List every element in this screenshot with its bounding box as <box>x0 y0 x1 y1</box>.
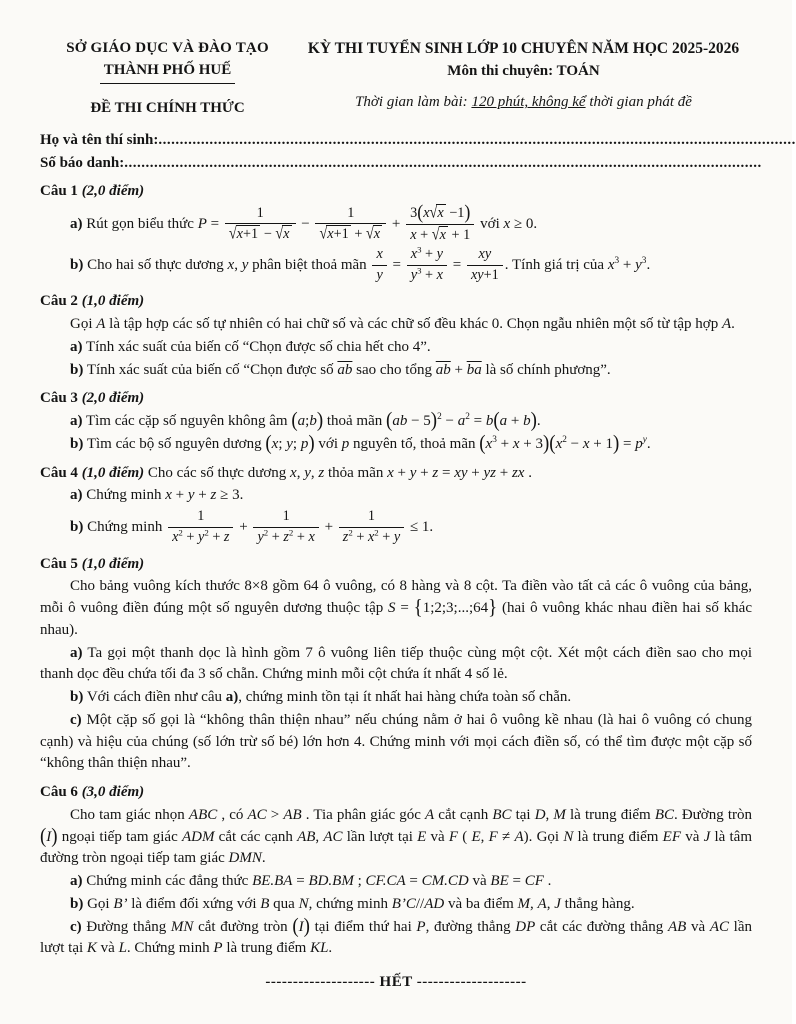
question-line: b) Gọi B’ là điểm đối xứng với B qua N, chứng minh B’C//AD và ba điểm M, A, J thẳng hàng. <box>70 895 635 912</box>
math-var: x <box>172 528 179 545</box>
math-var: x <box>165 487 172 504</box>
bold-text: a) <box>70 215 83 232</box>
overline-expr <box>337 362 352 378</box>
bold-text: a) <box>225 689 239 706</box>
bold-text: b) <box>70 256 84 273</box>
math-var: y <box>241 256 249 273</box>
math-var: KL <box>310 940 329 957</box>
math-var: CF <box>524 873 544 890</box>
big-delimiter: ) <box>464 200 471 223</box>
math-var: ABC <box>188 806 218 823</box>
bold-italic-text: (3,0 điểm) <box>81 784 145 801</box>
big-delimiter: ( <box>417 200 424 223</box>
big-delimiter: ) <box>316 408 324 433</box>
bold-italic-text: (2,0 điểm) <box>81 183 145 200</box>
question-line: a) Tính xác suất của biến cố “Chọn được số chia hết cho 4”. <box>70 338 431 355</box>
question-line <box>40 291 752 313</box>
exam-type-label: ĐỀ THI CHÍNH THỨC <box>90 99 245 116</box>
math-var: y <box>410 266 418 283</box>
math-var: A <box>722 316 732 333</box>
radical-sign-icon: √ <box>319 224 328 244</box>
big-delimiter: ) <box>303 914 310 938</box>
fraction <box>225 205 296 245</box>
denominator <box>372 266 386 285</box>
bold-text: Câu 4 <box>40 464 82 481</box>
superscript: 2 <box>178 527 183 538</box>
math-var: x <box>503 215 511 232</box>
math-var: y <box>635 256 642 273</box>
header-right <box>295 38 752 114</box>
radicand <box>439 226 448 245</box>
big-delimiter: ( <box>479 431 486 455</box>
math-var: x <box>308 528 315 545</box>
math-var: B <box>260 895 270 912</box>
math-var: x <box>436 266 443 283</box>
bold-text: a) <box>70 338 83 355</box>
numerator: 1 <box>315 205 386 225</box>
question-line <box>40 388 752 410</box>
document-body <box>40 181 752 960</box>
math-var: P <box>213 940 223 957</box>
math-var: z <box>318 464 325 481</box>
math-var: F <box>488 828 498 845</box>
math-var: E <box>471 828 481 845</box>
overline-expr <box>467 362 482 378</box>
bold-text: a) <box>70 413 83 430</box>
math-var: b <box>523 413 531 430</box>
sqrt-radical <box>229 225 260 244</box>
question-line: c) Đường thẳng MN cắt đường tròn (I) tại điểm thứ hai P, đường thẳng DP cắt các đường thẳng AB và AC lần lượt tại K và L. Chứng minh P là trung điểm KL. <box>40 914 753 957</box>
math-var: x <box>512 435 520 452</box>
question-line: b) Tính xác suất của biến cố “Chọn được số $\overline{ab}$ sao cho tổng $\overline{ab} + \overline{ba}$ là số chính phương”. <box>70 361 611 378</box>
bold-text: Câu 5 <box>40 555 82 572</box>
bold-text: Câu 3 <box>40 390 82 407</box>
question-cau-3 <box>40 388 752 455</box>
denominator: √x+1 − √x <box>225 224 296 244</box>
math-var: BC <box>492 806 512 823</box>
math-var: P <box>197 215 207 232</box>
math-var: x <box>410 226 417 243</box>
bold-text: Câu 1 <box>40 183 82 200</box>
radical-sign-icon: √ <box>275 224 284 244</box>
math-var: zx <box>511 464 525 481</box>
math-var: A <box>514 828 524 845</box>
math-var: DP <box>515 918 536 935</box>
question-cau-6 <box>40 782 752 960</box>
numerator: $x^3 + y$ <box>407 246 447 266</box>
math-var: P <box>416 918 426 935</box>
bold-text: b) <box>70 518 84 535</box>
question-line: a) Chứng minh x + y + z ≥ 3. <box>70 487 244 504</box>
superscript: 3 <box>492 434 497 445</box>
math-var: EF <box>662 828 681 845</box>
radicand <box>436 204 445 223</box>
big-delimiter: ( <box>549 431 556 455</box>
question-line <box>40 782 752 804</box>
bold-text: b) <box>70 361 84 378</box>
exam-title: KỲ THI TUYỂN SINH LỚP 10 CHUYÊN NĂM HỌC 2025-2026 <box>307 40 740 57</box>
math-var: x <box>437 205 444 222</box>
math-var: B’C <box>391 895 416 912</box>
denominator: x + √x + 1 <box>406 225 474 245</box>
math-var: y <box>257 528 264 545</box>
superscript: 3 <box>417 264 422 275</box>
math-var: x <box>439 226 446 243</box>
superscript <box>643 435 647 445</box>
math-var: z <box>283 528 289 545</box>
question-line: Cho tam giác nhọn ABC , có AC > AB . Tia phân giác góc A cắt cạnh BC tại D, M là trung điểm BC. Đường tròn (I) ngoại tiếp tam giác ADM cắt các cạnh AB, AC lần lượt tại E và F ( E, F ≠ A). Gọi N là trung điểm EF và J là tâm đường tròn ngoại tiếp tam giác DMN. <box>40 806 753 867</box>
bold-text: a) <box>70 873 83 890</box>
bold-text: Câu 6 <box>40 784 82 801</box>
math-var: x <box>485 435 493 452</box>
radicand <box>282 225 291 244</box>
fraction <box>339 508 404 547</box>
candidate-name-row <box>40 129 796 152</box>
big-delimiter: ) <box>530 408 537 433</box>
bold-text: b) <box>70 895 84 912</box>
math-var: I <box>298 918 304 935</box>
superscript: 3 <box>417 243 422 254</box>
overline-expr <box>436 362 451 378</box>
duration-suffix: thời gian phát đề <box>585 94 692 111</box>
math-var: y <box>376 266 383 283</box>
numerator: 1 <box>339 508 404 528</box>
math-var: p <box>635 435 643 452</box>
radical-sign-icon: √ <box>431 225 440 245</box>
math-var: p <box>300 435 309 452</box>
superscript: 2 <box>465 412 470 423</box>
duration-prefix: Thời gian làm bài: <box>355 94 472 111</box>
math-var: L <box>118 940 127 957</box>
sqrt-radical <box>430 204 446 223</box>
math-var: AC <box>247 806 267 823</box>
math-var: DMN <box>228 850 262 867</box>
math-var: AC <box>323 828 343 845</box>
numerator <box>372 246 386 266</box>
question-line: b) Cho hai số thực dương x, y phân biệt thoả mãn $\frac{x}{y}$ = $\frac{x^3 + y}{y^3 + x}$ = $\frac{xy}{xy+1}$ . Tính giá trị của $x^3 + y^3$. <box>70 243 651 283</box>
math-var: y <box>436 245 443 262</box>
math-var: E <box>417 828 427 845</box>
bold-italic-text: (1,0 điểm) <box>81 555 145 572</box>
superscript: 2 <box>437 412 442 423</box>
big-delimiter: ( <box>386 408 393 433</box>
math-var: z <box>210 487 217 504</box>
bold-italic-text: (2,0 điểm) <box>81 390 145 407</box>
denominator: $x^2 + y^2 + z$ <box>172 527 230 545</box>
superscript: 3 <box>614 255 620 266</box>
superscript: 2 <box>204 527 209 538</box>
math-var: x <box>555 435 563 452</box>
question-line: b) Tìm các bộ số nguyên dương (x; y; p) với p nguyên tố, thoả mãn $(x^3 + x + 3)(x^2 - x + 1) = p^y$. <box>70 431 651 455</box>
math-var: y <box>187 487 195 504</box>
big-delimiter: ( <box>292 914 299 938</box>
question-line: c) Một cặp số gọi là “không thân thiện nhau” nếu chúng nằm ở hai ô vuông kề nhau (là hai ô vuông có chung cạnh) và hiệu của chúng (số lớn trừ số bé) lớn hơn 4. Chứng minh với mọi cách điền số, có thể tìm được một cặp số “không thân thiện nhau”. <box>40 711 752 772</box>
bold-text: a) <box>70 644 83 661</box>
math-var: A <box>425 806 435 823</box>
end-of-exam-marker: -------------------- HẾT -------------------- <box>265 974 527 991</box>
math-var: x <box>373 226 381 243</box>
math-var: BE <box>490 873 509 890</box>
fraction <box>467 246 503 285</box>
math-var: y <box>393 528 401 545</box>
math-var: a <box>499 413 508 430</box>
fraction <box>315 205 386 245</box>
math-var: xy <box>478 245 492 262</box>
math-var: BD.BM <box>308 873 354 890</box>
fraction <box>168 508 233 547</box>
math-var: b <box>485 413 494 430</box>
radical-sign-icon: √ <box>429 203 438 223</box>
math-var: A <box>96 316 106 333</box>
math-var: AC <box>709 918 729 935</box>
math-var: $\overline{ba}$ <box>466 361 482 378</box>
superscript: 2 <box>562 434 567 445</box>
fraction <box>407 243 447 285</box>
page-header <box>40 38 752 119</box>
sqrt-radical <box>432 226 448 245</box>
math-var: y <box>304 464 311 481</box>
math-var: x <box>423 205 430 222</box>
math-var: y <box>286 435 293 452</box>
denominator: √x+1 + √x <box>315 224 386 244</box>
math-var: a <box>457 413 466 430</box>
big-delimiter: ( <box>291 408 298 433</box>
question-line: a) Rút gọn biểu thức P = $\frac{1}{√x+1 - √x}$ − $\frac{1}{√x+1 + √x}$ + $\frac{3(x√x -1)}{x + √x + 1}$ với x ≥ 0. <box>40 204 752 245</box>
math-var: BC <box>654 806 674 823</box>
sqrt-radical <box>275 225 291 244</box>
exam-subject: Môn thi chuyên: TOÁN <box>447 63 600 80</box>
math-var: AD <box>424 895 445 912</box>
math-var: x <box>376 245 383 262</box>
math-var: AB <box>667 918 687 935</box>
math-var: D <box>534 806 546 823</box>
math-var: CF.CA <box>365 873 406 890</box>
math-var: x <box>387 464 394 481</box>
candidate-number-label: Số báo danh: <box>40 154 125 171</box>
fraction <box>253 508 318 547</box>
denominator: $y^3 + x$ <box>410 264 443 283</box>
big-delimiter: ) <box>542 431 550 455</box>
candidate-name-label: Họ và tên thí sinh: <box>40 132 159 149</box>
math-var: x <box>410 245 418 262</box>
big-delimiter: { <box>413 596 423 620</box>
radicand: x+1 <box>236 226 259 243</box>
question-line: Gọi A là tập hợp các số tự nhiên có hai chữ số và các chữ số đều khác 0. Chọn ngẫu nhiên một số từ tập hợp A. <box>70 316 735 333</box>
math-var: MN <box>170 918 194 935</box>
math-var: a <box>297 413 306 430</box>
big-delimiter: ) <box>308 431 315 455</box>
org-name-line1: SỞ GIÁO DỤC VÀ ĐÀO TẠO <box>66 40 269 56</box>
math-var: x <box>367 528 375 545</box>
math-var: A <box>537 895 547 912</box>
superscript: 3 <box>641 255 647 266</box>
math-var: J <box>703 828 711 845</box>
candidate-number-row <box>40 152 762 175</box>
math-var: I <box>46 828 52 845</box>
big-delimiter: ) <box>430 408 438 433</box>
math-var: x <box>290 464 297 481</box>
question-line <box>40 554 752 576</box>
big-delimiter: } <box>488 596 498 620</box>
math-var: S <box>388 600 396 617</box>
bold-text: b) <box>70 435 84 452</box>
bold-italic-text: (1,0 điểm) <box>81 293 145 310</box>
fraction <box>406 200 474 245</box>
math-var: x <box>227 256 235 273</box>
question-line: a) Chứng minh các đẳng thức BE.BA = BD.BM ; CF.CA = CM.CD và BE = CF . <box>70 873 552 890</box>
candidate-name-dotted-line: ...................................................................................................................................................... <box>158 132 796 149</box>
header-left <box>40 38 295 119</box>
question-line: b) Chứng minh $\frac{1}{x^2 + y^2 + z}$ + $\frac{1}{y^2 + z^2 + x}$ + $\frac{1}{z^2 + x^2 + y}$ ≤ 1. <box>70 508 434 545</box>
radicand <box>373 225 382 244</box>
math-var: x <box>327 226 334 243</box>
math-var: y <box>409 464 417 481</box>
numerator: 1 <box>225 205 296 225</box>
superscript: 2 <box>348 527 353 538</box>
math-var: xy <box>454 464 468 481</box>
math-var: z <box>432 464 439 481</box>
math-var: p <box>341 435 350 452</box>
big-delimiter: ) <box>613 431 620 455</box>
math-var: F <box>448 828 459 845</box>
superscript: 2 <box>374 527 379 538</box>
question-line: Cho bảng vuông kích thước 8×8 gồm 64 ô vuông, có 8 hàng và 8 cột. Ta điền vào tất cả các ô vuông của bảng, mỗi ô vuông điền đúng một số nguyên dương thuộc tập S = {1;2;3;...;64} (hai ô vuông khác nhau điền hai số khác nhau). <box>40 578 753 638</box>
math-var: b <box>309 413 317 430</box>
radical-sign-icon: √ <box>228 224 237 244</box>
math-var: z <box>342 528 349 545</box>
bold-text: Câu 2 <box>40 293 82 310</box>
superscript: 2 <box>263 527 269 538</box>
big-delimiter: ( <box>40 824 47 848</box>
math-var: B’ <box>113 895 128 912</box>
question-line: a) Ta gọi một thanh dọc là hình gồm 7 ô vuông liên tiếp thuộc cùng một cột. Xét một cách điền sao cho mọi thanh dọc đều chứa tối đa 3 số chẵn. Chứng minh mỗi cột chứa ít nhất 4 số lẻ. <box>40 644 752 683</box>
question-cau-2 <box>40 291 752 381</box>
candidate-number-dotted-line: ...................................................................................................................................................... <box>124 154 762 171</box>
fraction <box>372 246 386 285</box>
radical-sign-icon: √ <box>365 224 374 244</box>
question-line: a) Tìm các cặp số nguyên không âm (a;b) thoả mãn $(ab - 5)^2 - a^2 = b(a + b)$. <box>70 408 541 433</box>
math-var: M <box>553 806 566 823</box>
candidate-section <box>40 129 796 174</box>
math-var: J <box>554 895 561 912</box>
denominator: xy+1 <box>470 266 499 283</box>
question-cau-1 <box>40 181 752 284</box>
math-var: M <box>517 895 531 912</box>
numerator: 1 <box>168 508 233 528</box>
math-var: x <box>607 256 615 273</box>
superscript: 2 <box>288 527 294 538</box>
bold-italic-text: (1,0 điểm) <box>81 464 145 481</box>
math-var: N <box>298 895 309 912</box>
question-line: Câu 4 (1,0 điểm) Cho các số thực dương x, y, z thỏa mãn x + y + z = xy + yz + zx . <box>40 464 532 481</box>
math-var: x <box>271 435 279 452</box>
big-delimiter: ) <box>51 824 58 848</box>
numerator: 3(x√x −1) <box>406 204 474 225</box>
math-var: ADM <box>181 828 215 845</box>
math-var: AB <box>297 828 316 845</box>
math-var: $\overline{ab}$ <box>435 361 451 378</box>
math-var: x <box>582 435 590 452</box>
math-var: y <box>198 528 205 545</box>
question-cau-4 <box>40 463 752 547</box>
numerator <box>467 246 503 266</box>
math-var: AB <box>283 806 302 823</box>
question-line: b) Với cách điền như câu a), chứng minh tồn tại ít nhất hai hàng chứa toàn số chẵn. <box>70 689 572 706</box>
big-delimiter: ( <box>265 431 272 455</box>
bold-text: b) <box>70 689 84 706</box>
math-var: BE.BA <box>252 873 293 890</box>
math-var: xy <box>470 266 484 283</box>
bold-text: a) <box>70 487 83 504</box>
math-var: z <box>223 528 230 545</box>
math-var: x <box>236 226 243 243</box>
numerator: 1 <box>253 508 318 528</box>
sqrt-radical <box>319 225 350 244</box>
bold-text: c) <box>70 711 82 728</box>
math-var: x <box>283 226 290 243</box>
duration-underlined: 120 phút, không kể <box>471 94 586 111</box>
bold-text: c) <box>70 918 82 935</box>
math-var: $\overline{ab}$ <box>337 361 353 378</box>
org-name-line2: THÀNH PHỐ HUẾ <box>100 60 236 84</box>
math-var: yz <box>483 464 496 481</box>
question-line <box>40 181 752 203</box>
sqrt-radical <box>366 225 382 244</box>
exam-duration <box>295 92 752 114</box>
denominator: $z^2 + x^2 + y$ <box>342 527 401 545</box>
math-var: ab <box>392 413 408 430</box>
radicand: x+1 <box>327 226 349 243</box>
math-var: CM.CD <box>421 873 469 890</box>
math-var: K <box>86 940 97 957</box>
denominator: $y^2 + z^2 + x$ <box>257 527 315 545</box>
question-cau-5 <box>40 554 752 776</box>
big-delimiter: ( <box>493 408 500 433</box>
math-var: y <box>642 434 647 445</box>
math-var: N <box>563 828 574 845</box>
